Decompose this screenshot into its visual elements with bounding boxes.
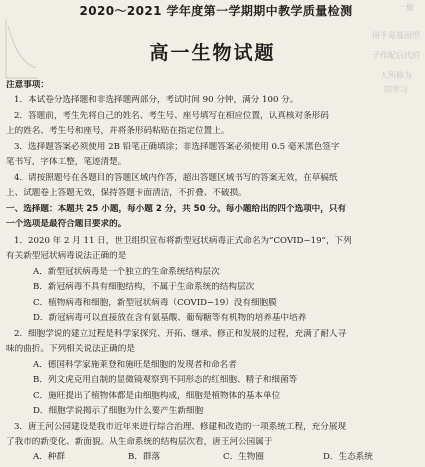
notice-item: 4．请按照题号在各题目的答题区域内作答，超出答题区域书写的答案无效，在草稿纸	[14, 173, 338, 183]
page-title: 高一生物试题	[149, 42, 276, 64]
notice-item: 笔书写，字体工整，笔迹清楚。	[6, 157, 127, 167]
exam-title: 2020～2021 学年度第一学期期中教学质量检测	[79, 4, 353, 18]
question-option: B．列文虎克用自制的显微镜观察到不同形态的红细胞、精子和细菌等	[33, 375, 298, 385]
question-options-row	[33, 452, 423, 463]
faint-bleedthrough-text: 的学习	[384, 85, 408, 94]
question-stem: 3．唐王河公园建设是我市近年来进行综合治理、修建和改造的一项系统工程，充分展现	[14, 422, 347, 432]
notice-item: 3．选择题答案必须使用 2B 铅笔正确填涂；非选择题答案必须使用 0.5 毫米黑色签字	[14, 142, 340, 152]
question-option: B．新冠病毒不具有细胞结构，不属于生命系统的结构层次	[33, 282, 255, 292]
notice-item: 2．答题前，考生先将自己的姓名、考生号、座号填写在相应位置，认真核对条形码	[14, 111, 329, 121]
question-option: D．生态系统	[323, 452, 373, 462]
notice-item: 上、试题卷上答题无效，保持答题卡面清洁，不折叠、不破损。	[6, 188, 247, 198]
question-option: A．种群	[33, 452, 65, 462]
question-stem: 有关新型冠状病毒说法正确的是	[6, 251, 127, 261]
question-option: B．群落	[128, 452, 161, 462]
faint-bleedthrough-text: 用手是基因型	[372, 31, 420, 40]
notice-heading: 注意事项：	[6, 80, 49, 90]
notice-item: 1．本试卷分选择题和非选择题两部分，考试时间 90 分钟，满分 100 分。	[14, 95, 299, 105]
question-stem: 了我市的新变化、新面貌。从生命系统的结构层次看，唐王河公园属于	[6, 437, 273, 447]
question-option: C．植物病毒和细胞，新型冠状病毒（COVID−19）没有细胞膜	[33, 298, 277, 308]
question-option: A．新型冠状病毒是一个独立的生命系统结构层次	[33, 267, 220, 277]
question-option: C．施旺提出了植物体都是由细胞构成，细胞是植物体的基本单位	[33, 391, 281, 401]
notice-item: 上的姓名、考生号和座号，并将条形码粘贴在指定位置上。	[6, 126, 230, 136]
section-heading: 一、选择题：本题共 25 小题，每小题 2 分，共 50 分。每小题给出的四个选项中，只有	[6, 204, 347, 214]
question-stem: 2．细胞学说的建立过程是科学家探究、开拓、继承、修正和发展的过程，充满了耐人寻	[14, 329, 347, 339]
faint-bleedthrough-text: 一般	[398, 3, 414, 12]
question-stem: 味的曲折。下列相关说法正确的是	[6, 344, 135, 354]
question-stem: 1．2020 年 2 月 11 日，世卫组织宣布将新型冠状病毒正式命名为“COVID−19”，下列	[14, 236, 352, 246]
question-option: D．细胞学说揭示了细胞为什么要产生新细胞	[33, 406, 204, 416]
section-heading: 一个选项是最符合题目要求的。	[6, 219, 127, 229]
question-option: D．新冠病毒可以直接放在含有氨基酸、葡萄糖等有机物的培养基中培养	[33, 313, 307, 323]
faint-bleedthrough-text: 人所称为	[380, 71, 412, 80]
faint-bleedthrough-text: 子作配后代的	[372, 51, 420, 60]
question-option: A．德国科学家施莱登和施旺是细胞的发现者和命名者	[33, 360, 237, 370]
question-option: C．生物圈	[223, 452, 264, 462]
